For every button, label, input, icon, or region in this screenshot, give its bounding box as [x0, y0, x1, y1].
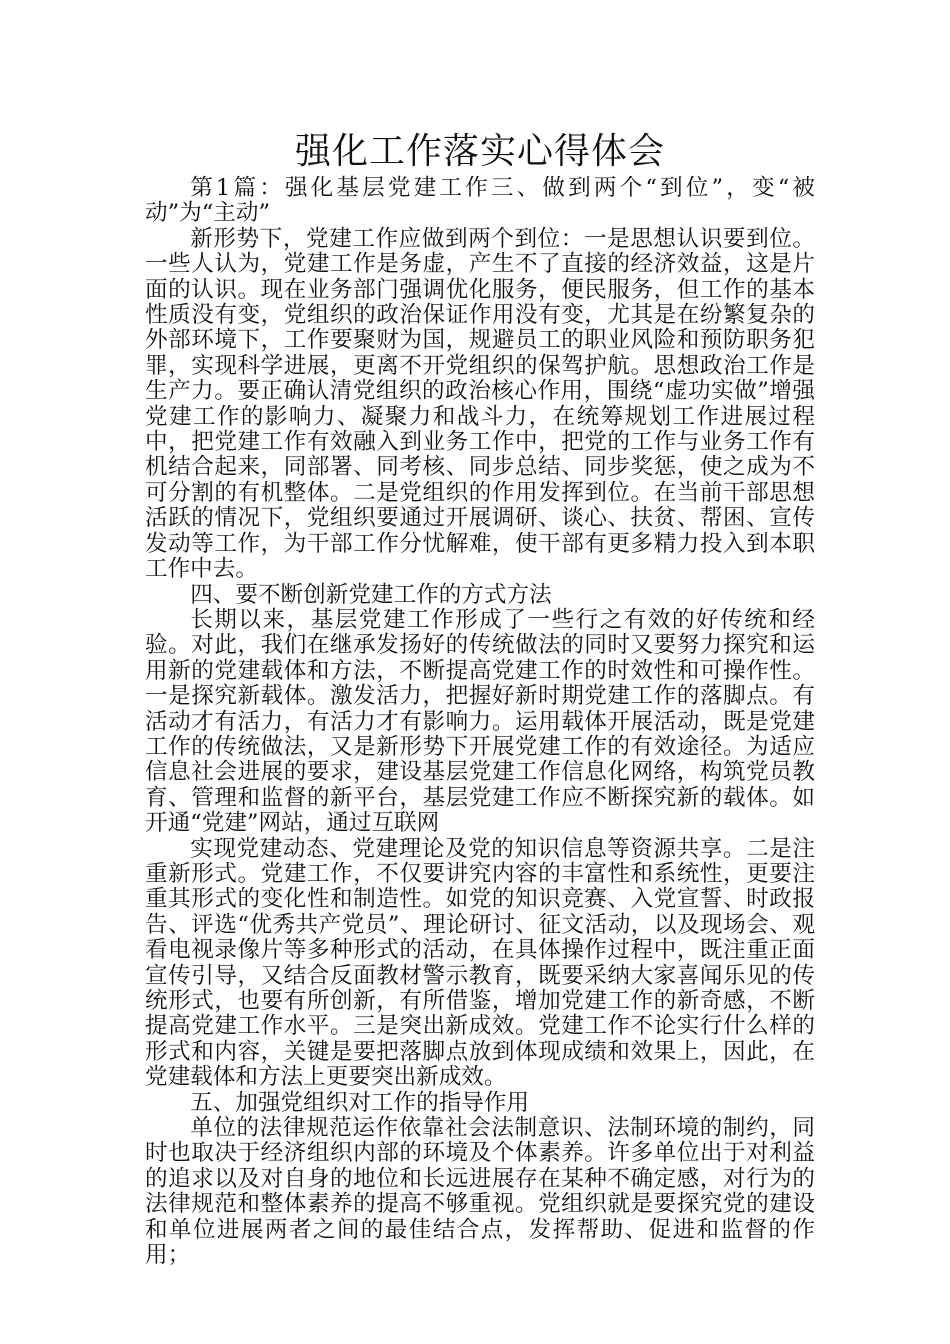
- section-heading-4: 四、要不断创新党建工作的方式方法: [190, 581, 552, 608]
- document-title: 强化工作落实心得体会: [294, 131, 665, 172]
- paragraph-3: 实现党建动态、党建理论及党的知识信息等资源共享。二是注重新形式。党建工作，不仅要讲究内容的丰富性和系统性，更要注重其形式的变化性和制造性。如党的知识竞赛、入党宣誓、时政报告、评选“优秀共产党员”、理论研讨、征文活动，以及现场会、观看电视录像片等多种形式的活动，在具体操作过程中，既注重正面宣传引导，又结合反面教材警示教育，既要采纳大家喜闻乐见的传统形式，也要有所创新，有所借鉴，增加党建工作的新奇感，不断提高党建工作水平。三是突出新成效。党建工作不论实行什么样的形式和内容，关键是要把落脚点放到体现成绩和效果上，因此，在党建载体和方法上更要突出新成效。: [145, 835, 815, 1091]
- document-page: [145, 128, 815, 1268]
- paragraph-4: 单位的法律规范运作依靠社会法制意识、法制环境的制约，同时也取决于经济组织内部的环境及个体素养。许多单位出于对利益的追求以及对自身的地位和长远进展存在某种不确定感，对行为的法律规范和整体素养的提高不够重视。党组织就是要探究党的建设和单位进展两者之间的最佳结合点，发挥帮助、促进和监督的作用；: [145, 1115, 815, 1269]
- section-heading-5: 五、加强党组织对工作的指导作用: [190, 1089, 530, 1116]
- paragraph-1: 新形势下，党建工作应做到两个到位：一是思想认识要到位。一些人认为，党建工作是务虚，产生不了直接的经济效益，这是片面的认识。现在业务部门强调优化服务，便民服务，但工作的基本性质没有变，党组织的政治保证作用没有变，尤其是在纷繁复杂的外部环境下，工作要聚财为国，规避员工的职业风险和预防职务犯罪，实现科学进展，更离不开党组织的保驾护航。思想政治工作是生产力。要正确认清党组织的政治核心作用，围绕“虚功实做”增强党建工作的影响力、凝聚力和战斗力，在统筹规划工作进展过程中，把党建工作有效融入到业务工作中，把党的工作与业务工作有机结合起来，同部署、同考核、同步总结、同步奖惩，使之成为不可分割的有机整体。二是党组织的作用发挥到位。在当前干部思想活跃的情况下，党组织要通过开展调研、谈心、扶贫、帮困、宣传发动等工作，为干部工作分忧解难，使干部有更多精力投入到本职工作中去。: [145, 225, 815, 583]
- paragraph-2: 长期以来，基层党建工作形成了一些行之有效的好传统和经验。对此，我们在继承发扬好的传统做法的同时又要努力探究和运用新的党建载体和方法，不断提高党建工作的时效性和可操作性。一是探究新载体。激发活力，把握好新时期党建工作的落脚点。有活动才有活力，有活力才有影响力。运用载体开展活动，既是党建工作的传统做法，又是新形势下开展党建工作的有效途径。为适应信息社会进展的要求，建设基层党建工作信息化网络，构筑党员教育、管理和监督的新平台，基层党建工作应不断探究新的载体。如开通“党建”网站，通过互联网: [145, 606, 815, 837]
- document-subtitle: 第1篇：强化基层党建工作三、做到两个“到位”，变“被动”为“主动”: [145, 175, 815, 227]
